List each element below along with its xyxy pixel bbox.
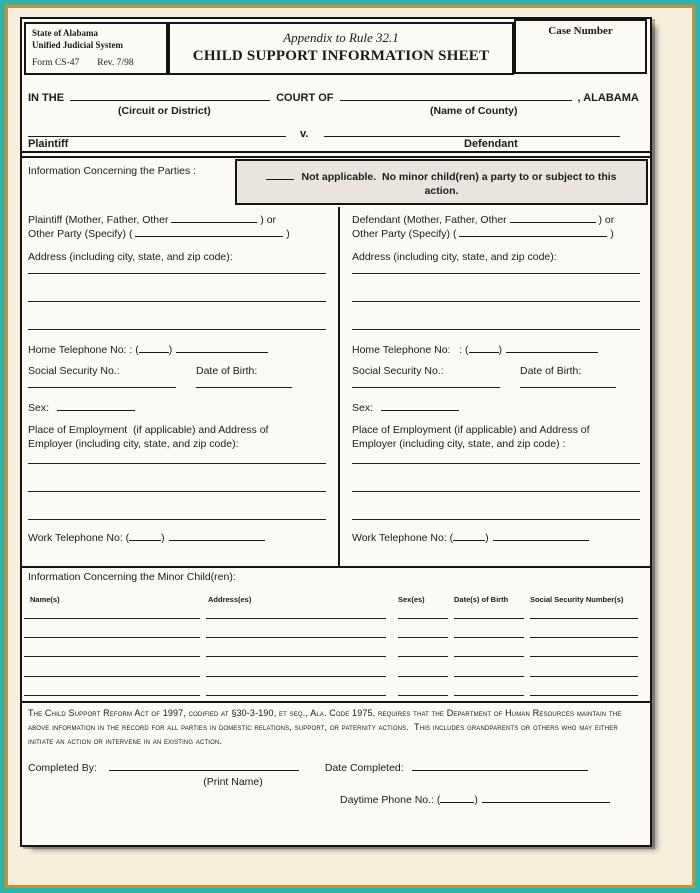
appendix-label: Appendix to Rule 32.1 <box>283 30 399 45</box>
defendant-home-area-blank <box>469 343 499 353</box>
plaintiff-work-number-blank <box>169 531 265 541</box>
plaintiff-address-label: Address (including city, state, and zip code): <box>28 251 233 263</box>
plaintiff-employment-line2: Employer (including city, state, and zip code): <box>28 438 239 450</box>
defendant-sex-label: Sex: <box>352 402 374 414</box>
plaintiff-ssn-blank <box>28 373 176 388</box>
defendant-sex-blank <box>381 401 459 411</box>
not-applicable-text-2: action. <box>424 185 459 198</box>
child-row-2-blank-3 <box>398 623 448 638</box>
print-name-hint: (Print Name) <box>203 776 263 788</box>
defendant-dob-blank <box>520 373 616 388</box>
defendant-work-number-blank <box>493 531 589 541</box>
plaintiff-caption-label: Plaintiff <box>28 138 69 150</box>
defendant-home-phone-label: Home Telephone No: : ( <box>352 344 469 356</box>
county-name-blank <box>340 89 572 101</box>
versus-row <box>28 125 644 140</box>
child-row-3-blank-2 <box>206 642 386 657</box>
child-row-2-blank-5 <box>530 623 638 638</box>
daytime-phone-paren: ) <box>474 794 478 806</box>
child-row-3-blank-1 <box>24 642 200 657</box>
defendant-employment-line1: Place of Employment (if applicable) and Address of <box>352 424 590 436</box>
plaintiff-home-phone-paren: ) <box>168 344 173 356</box>
daytime-phone-row <box>340 793 610 806</box>
column-divider <box>338 207 340 568</box>
child-row-1-blank-4 <box>454 604 524 619</box>
plaintiff-work-area-blank <box>129 531 161 541</box>
children-section-heading: Information Concerning the Minor Child(ren): <box>28 571 236 583</box>
statute-separator <box>22 701 650 703</box>
plaintiff-column <box>28 209 330 569</box>
plaintiff-role-suffix: ) or <box>260 214 277 226</box>
plaintiff-home-phone-label: Home Telephone No: : ( <box>28 344 139 356</box>
daytime-area-blank <box>440 793 474 803</box>
children-col-name: Name(s) <box>30 595 60 604</box>
case-number-label: Case Number <box>548 25 613 37</box>
form-number: Form CS-47 <box>32 57 80 68</box>
scan-mat-border <box>5 5 695 888</box>
plaintiff-ssn-label: Social Security No.: <box>28 365 120 377</box>
child-row-5-blank-4 <box>454 681 524 696</box>
plaintiff-employment-label <box>28 423 330 451</box>
defendant-employer-line-2 <box>352 477 640 492</box>
plaintiff-dob-blank <box>196 373 292 388</box>
defendant-work-phone-label: Work Telephone No: ( <box>352 532 454 544</box>
plaintiff-employer-line-1 <box>28 449 326 464</box>
plaintiff-name-blank <box>28 125 286 137</box>
defendant-ssn-label: Social Security No.: <box>352 365 444 377</box>
defendant-role-blank <box>510 213 596 223</box>
completed-by-blank <box>109 759 299 771</box>
defendant-name-blank <box>324 125 620 137</box>
children-col-dob: Date(s) of Birth <box>454 595 509 604</box>
children-col-ssn: Social Security Number(s) <box>530 595 624 604</box>
plaintiff-sex-label: Sex: <box>28 402 50 414</box>
plaintiff-home-area-blank <box>139 343 169 353</box>
child-row-4-blank-5 <box>530 662 638 677</box>
plaintiff-address-line-2 <box>28 287 326 302</box>
plaintiff-work-phone-label: Work Telephone No: ( <box>28 532 130 544</box>
defendant-sex-row <box>352 401 644 414</box>
defendant-work-phone-row <box>352 531 644 544</box>
defendant-role-suffix: ) or <box>598 214 615 226</box>
defendant-address-line-2 <box>352 287 640 302</box>
county-hint: (Name of County) <box>430 105 518 117</box>
defendant-work-phone-paren: ) <box>485 532 489 544</box>
plaintiff-work-phone-row <box>28 531 330 544</box>
form-sheet <box>20 17 652 847</box>
parties-section-heading: Information Concerning the Parties : <box>28 165 197 177</box>
plaintiff-employer-line-3 <box>28 505 326 520</box>
plaintiff-role-blank <box>171 213 257 223</box>
agency-name: State of Alabama <box>32 28 98 38</box>
defendant-address-label: Address (including city, state, and zip code): <box>352 251 557 263</box>
plaintiff-role-line <box>28 213 330 241</box>
plaintiff-role-prefix: Plaintiff (Mother, Father, Other <box>28 214 169 226</box>
defendant-employer-line-1 <box>352 449 640 464</box>
child-row-5-blank-3 <box>398 681 448 696</box>
defendant-column <box>352 209 644 569</box>
defendant-other-party-suffix: ) <box>610 228 614 240</box>
not-applicable-text-1: Not applicable. No minor child(ren) a party to or subject to this <box>301 171 617 183</box>
defendant-role-prefix: Defendant (Mother, Father, Other <box>352 214 507 226</box>
child-row-3-blank-3 <box>398 642 448 657</box>
form-title: CHILD SUPPORT INFORMATION SHEET <box>192 48 490 64</box>
child-row-5-blank-2 <box>206 681 386 696</box>
child-row-1-blank-5 <box>530 604 638 619</box>
child-row-4-blank-3 <box>398 662 448 677</box>
plaintiff-work-phone-paren: ) <box>161 532 165 544</box>
child-row-5-blank-5 <box>530 681 638 696</box>
defendant-other-party-prefix: Other Party (Specify) ( <box>352 228 457 240</box>
defendant-home-number-blank <box>506 343 598 353</box>
form-revision: Rev. 7/98 <box>97 57 134 68</box>
defendant-employment-label <box>352 423 644 451</box>
defendant-address-line-3 <box>352 315 640 330</box>
daytime-number-blank <box>482 793 610 803</box>
defendant-other-party-blank <box>459 227 607 237</box>
child-row-4-blank-2 <box>206 662 386 677</box>
plaintiff-home-phone-row <box>28 343 330 356</box>
agency-box <box>24 22 168 75</box>
child-row-4-blank-4 <box>454 662 524 677</box>
date-completed-blank <box>412 759 588 771</box>
court-name-blank <box>70 89 270 101</box>
versus-label: v. <box>300 128 309 140</box>
children-col-address: Address(es) <box>208 595 252 604</box>
defendant-work-area-blank <box>453 531 485 541</box>
plaintiff-address-line-3 <box>28 315 326 330</box>
court-of-label: COURT OF <box>276 92 334 104</box>
case-number-box <box>514 19 647 74</box>
plaintiff-other-party-suffix: ) <box>286 228 290 240</box>
children-col-sex: Sex(es) <box>398 595 425 604</box>
plaintiff-other-party-prefix: Other Party (Specify) ( <box>28 228 133 240</box>
defendant-role-line <box>352 213 644 241</box>
child-row-1-blank-2 <box>206 604 386 619</box>
daytime-phone-label: Daytime Phone No.: ( <box>340 794 441 806</box>
plaintiff-other-party-blank <box>135 227 283 237</box>
section-separator <box>22 151 650 158</box>
defendant-dob-label: Date of Birth: <box>520 365 582 377</box>
child-row-2-blank-1 <box>24 623 200 638</box>
defendant-employment-line2: Employer (including city, state, and zip code) : <box>352 438 566 450</box>
defendant-ssn-blank <box>352 373 500 388</box>
completed-row <box>28 759 644 774</box>
defendant-employer-line-3 <box>352 505 640 520</box>
not-applicable-box <box>235 159 648 205</box>
child-row-1-blank-3 <box>398 604 448 619</box>
alabama-label: , ALABAMA <box>577 92 639 104</box>
child-row-1-blank-1 <box>24 604 200 619</box>
court-caption-row <box>28 89 644 104</box>
defendant-address-line-1 <box>352 259 640 274</box>
plaintiff-employer-line-2 <box>28 477 326 492</box>
title-box <box>168 22 514 75</box>
plaintiff-sex-blank <box>57 401 135 411</box>
plaintiff-address-line-1 <box>28 259 326 274</box>
child-row-4-blank-1 <box>24 662 200 677</box>
statute-paragraph: The Child Support Reform Act of 1997, codified at §30-3-190, et seq., Ala. Code 1975, requires that the Department of Human Resources maintain the above information in the record for all parties in domestic relations, support, or paternity actions. This includes grandparents or others who may either initiate an action or intervene in an existing action. <box>28 708 622 746</box>
circuit-hint: (Circuit or District) <box>118 105 211 117</box>
completed-by-label: Completed By: <box>28 762 97 774</box>
agency-system: Unified Judicial System <box>32 39 124 50</box>
child-row-2-blank-2 <box>206 623 386 638</box>
children-section-separator <box>22 566 650 568</box>
child-row-3-blank-5 <box>530 642 638 657</box>
plaintiff-employment-line1: Place of Employment (if applicable) and Address of <box>28 424 269 436</box>
child-row-5-blank-1 <box>24 681 200 696</box>
in-the-label: IN THE <box>28 92 65 104</box>
defendant-caption-label: Defendant <box>464 138 518 150</box>
not-applicable-check-blank <box>266 169 294 180</box>
defendant-home-phone-row <box>352 343 644 356</box>
child-row-2-blank-4 <box>454 623 524 638</box>
plaintiff-sex-row <box>28 401 330 414</box>
plaintiff-home-number-blank <box>176 343 268 353</box>
child-row-3-blank-4 <box>454 642 524 657</box>
defendant-home-phone-paren: ) <box>498 344 503 356</box>
plaintiff-dob-label: Date of Birth: <box>196 365 258 377</box>
date-completed-label: Date Completed: <box>324 762 404 774</box>
